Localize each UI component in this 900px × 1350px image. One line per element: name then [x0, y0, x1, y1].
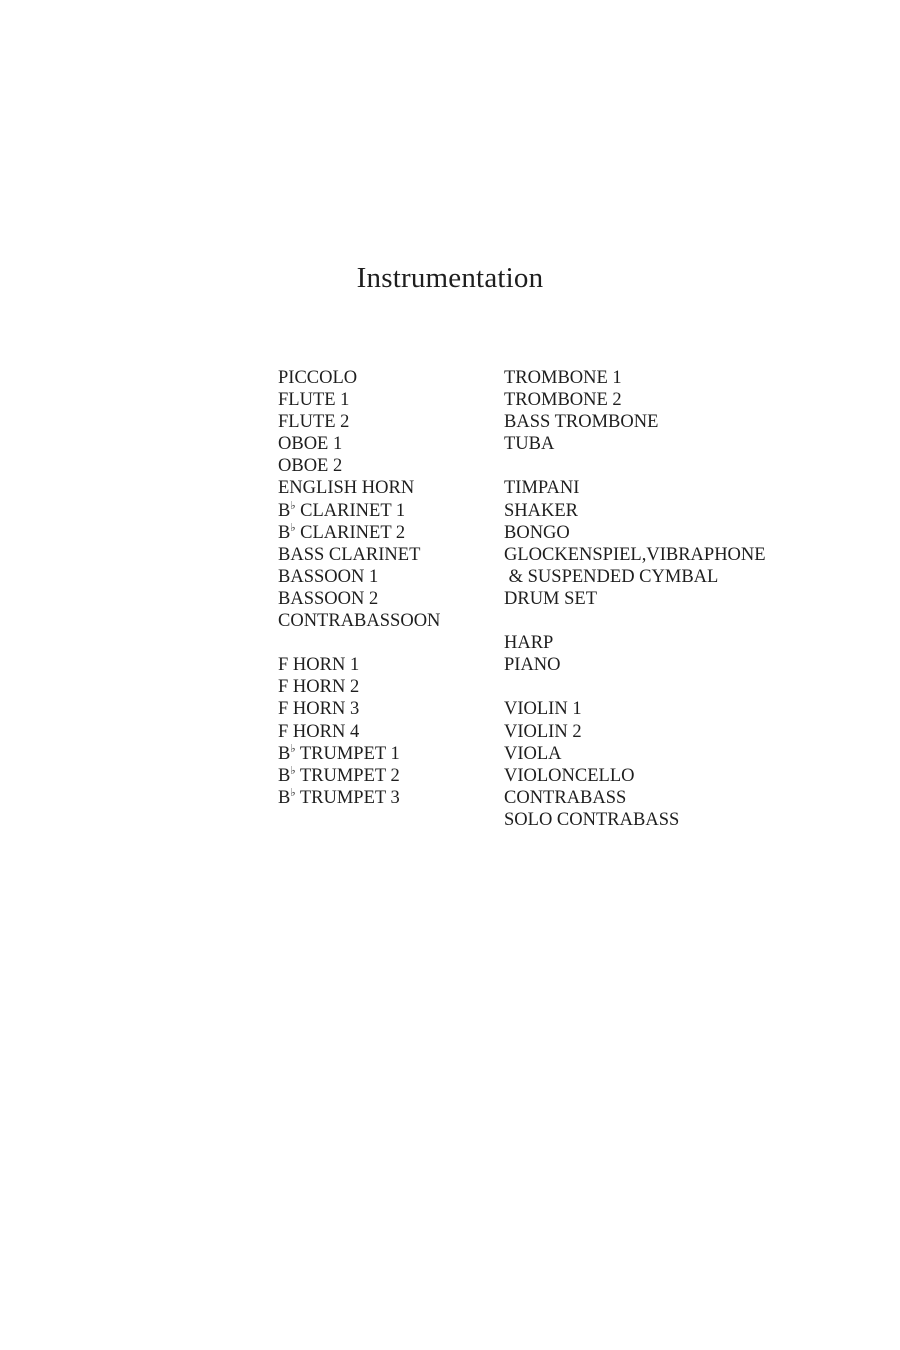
- instrument-bass-trombone: BASS TROMBONE: [504, 412, 659, 433]
- instrument-trumpet-3: [278, 787, 440, 809]
- instrument-trombone-1: TROMBONE 1: [504, 368, 622, 388]
- instrument-flute-2: FLUTE 2: [278, 412, 350, 433]
- instrument-shaker: SHAKER: [504, 500, 579, 521]
- instrument-timpani: TIMPANI: [504, 478, 580, 499]
- instrument-horn-4: F HORN 4: [278, 721, 360, 742]
- instrument-trombone-2: TROMBONE 2: [504, 390, 622, 411]
- section-spacer: [278, 632, 440, 654]
- key-letter: B: [278, 522, 291, 543]
- instrument-oboe-1: OBOE 1: [278, 434, 343, 455]
- instrument-bass-clarinet: BASS CLARINET: [278, 544, 421, 565]
- key-letter: B: [278, 765, 291, 786]
- section-spacer: [504, 676, 766, 698]
- flat-icon: ♭: [290, 742, 296, 755]
- instrument-horn-3: F HORN 3: [278, 699, 360, 720]
- instrument-horn-2: F HORN 2: [278, 677, 360, 698]
- instrument-clarinet-1: [278, 500, 440, 522]
- instrument-violoncello: VIOLONCELLO: [504, 765, 635, 786]
- instrument-drum-set: DRUM SET: [504, 588, 598, 609]
- instrument-oboe-2: OBOE 2: [278, 456, 343, 477]
- page-title: Instrumentation: [356, 262, 544, 294]
- key-letter: B: [278, 743, 291, 764]
- instrument-label: TRUMPET 3: [295, 787, 400, 808]
- instrument-label: TRUMPET 1: [295, 743, 400, 764]
- instrument-contrabassoon: CONTRABASSOON: [278, 611, 441, 632]
- instrument-harp: HARP: [504, 633, 554, 654]
- instrument-trumpet-2: [278, 765, 440, 787]
- instrument-clarinet-2: [278, 522, 440, 544]
- section-spacer: [504, 610, 766, 632]
- instrument-tuba: TUBA: [504, 434, 555, 455]
- instrument-bassoon-1: BASSOON 1: [278, 566, 379, 587]
- flat-icon: ♭: [290, 499, 296, 512]
- instrument-contrabass: CONTRABASS: [504, 787, 627, 808]
- instrument-label: CLARINET 1: [295, 500, 406, 521]
- instrument-list-left: [278, 367, 440, 809]
- instrument-english-horn: ENGLISH HORN: [278, 478, 415, 499]
- key-letter: B: [278, 500, 291, 521]
- key-letter: B: [278, 787, 291, 808]
- instrument-glockenspiel-vibraphone: GLOCKENSPIEL,VIBRAPHONE: [504, 544, 766, 565]
- instrument-bassoon-2: BASSOON 2: [278, 588, 379, 609]
- flat-icon: ♭: [290, 521, 296, 534]
- instrument-label: TRUMPET 2: [295, 765, 400, 786]
- flat-icon: ♭: [290, 764, 296, 777]
- instrument-flute-1: FLUTE 1: [278, 390, 350, 411]
- instrument-piano: PIANO: [504, 655, 561, 676]
- instrument-viola: VIOLA: [504, 743, 562, 764]
- instrument-trumpet-1: [278, 743, 440, 765]
- flat-icon: ♭: [290, 786, 296, 799]
- instrument-suspended-cymbal: & SUSPENDED CYMBAL: [504, 566, 719, 587]
- instrument-label: CLARINET 2: [295, 522, 406, 543]
- section-spacer: [504, 455, 766, 477]
- instrument-bongo: BONGO: [504, 522, 570, 543]
- instrument-piccolo: PICCOLO: [278, 368, 358, 388]
- instrument-violin-2: VIOLIN 2: [504, 721, 582, 742]
- instrument-list-right: [504, 367, 766, 831]
- instrument-horn-1: F HORN 1: [278, 655, 360, 676]
- instrument-violin-1: VIOLIN 1: [504, 699, 582, 720]
- instrument-solo-contrabass: SOLO CONTRABASS: [504, 809, 680, 830]
